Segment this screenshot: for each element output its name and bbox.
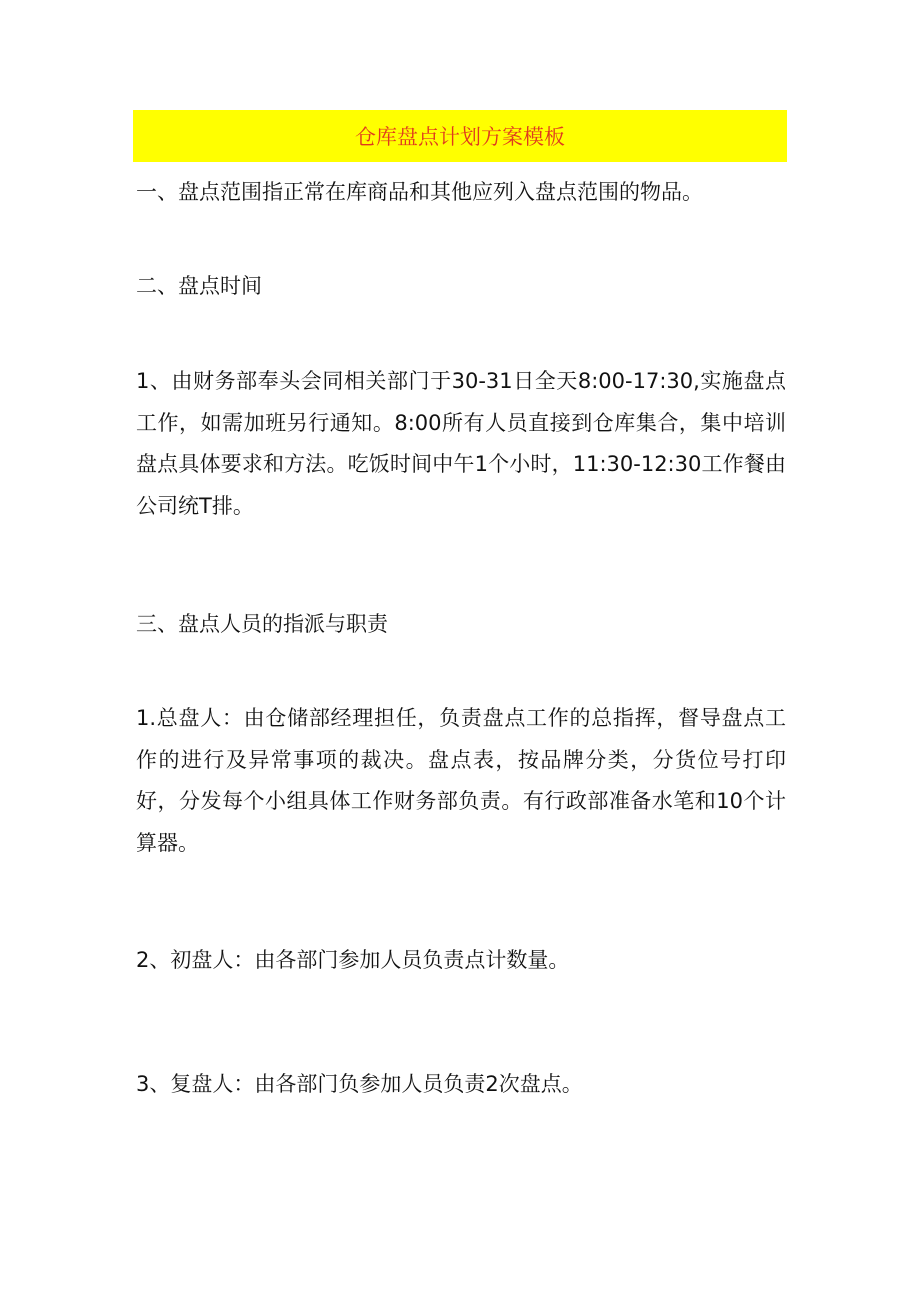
title-banner bbox=[133, 110, 787, 162]
section-time-heading: 二、盘点时间 bbox=[136, 274, 262, 298]
document-title: 仓库盘点计划方案模板 bbox=[355, 125, 565, 149]
section-time-detail: 1、由财务部奉头会同相关部门于30-31日全天8:00-17:30,实施盘点工作，如需加班另行通知。8:00所有人员直接到仓库集合，集中培训盘点具体要求和方法。吃饭时间中午1个小时，11:30-12:30工作餐由公司统T排。 bbox=[136, 369, 786, 518]
section-staff-heading: 三、盘点人员的指派与职责 bbox=[136, 612, 388, 636]
staff-chief-counter: 1.总盘人：由仓储部经理担任，负责盘点工作的总指挥，督导盘点工作的进行及异常事项的裁决。盘点表，按品牌分类，分货位号打印好，分发每个小组具体工作财务部负责。有行政部准备水笔和10个计算器。 bbox=[136, 706, 786, 855]
staff-initial-counter: 2、初盘人：由各部门参加人员负责点计数量。 bbox=[136, 948, 570, 972]
staff-recount: 3、复盘人：由各部门负参加人员负责2次盘点。 bbox=[136, 1072, 583, 1096]
section-scope: 一、盘点范围指正常在库商品和其他应列入盘点范围的物品。 bbox=[136, 180, 703, 204]
